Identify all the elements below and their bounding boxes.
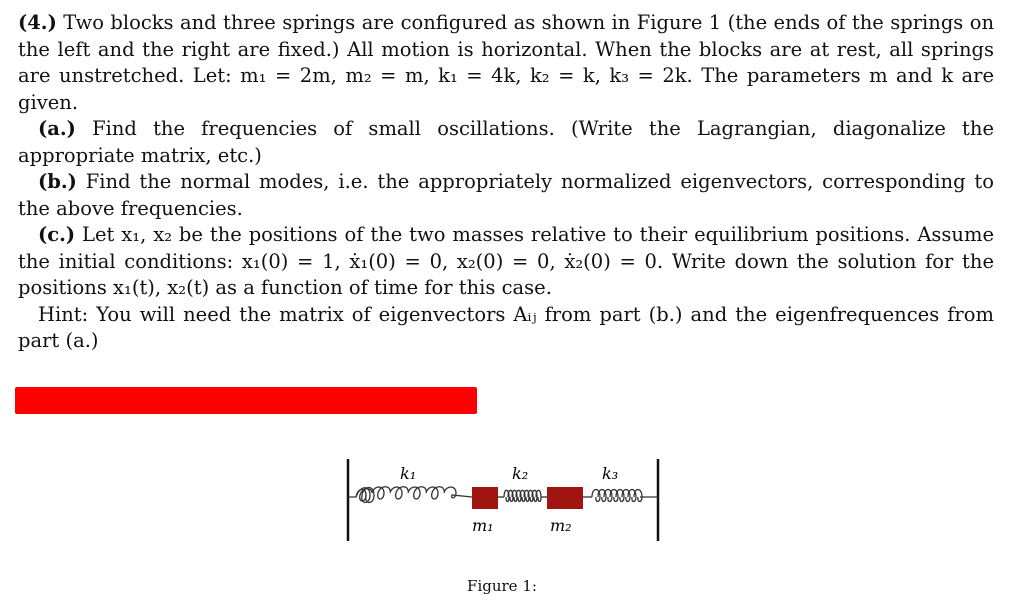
part-c-label: (c.) [38, 223, 76, 246]
label-m2: m₂ [550, 516, 572, 535]
part-b-label: (b.) [38, 170, 77, 193]
label-m1: m₁ [472, 516, 494, 535]
spring-k2-coils [498, 490, 547, 501]
figure-caption: Figure 1: [467, 577, 537, 595]
label-k2: k₂ [512, 464, 529, 483]
problem-intro-paragraph [18, 10, 994, 116]
hint-text: Hint: You will need the matrix of eigenvectors Aᵢⱼ from part (b.) and the eigenfrequences from part (a.) [18, 302, 994, 352]
label-k1: k₁ [400, 464, 417, 483]
spring-k3-coils [583, 490, 658, 502]
problem-number: (4.) [18, 11, 57, 34]
block-m2 [547, 487, 583, 509]
part-a-text: Find the frequencies of small oscillations. (Write the Lagrangian, diagonalize the appropriate matrix, etc.) [18, 117, 994, 167]
block-m1 [472, 487, 498, 509]
part-c-text: Let x₁, x₂ be the positions of the two masses relative to their equilibrium positions. Assume the initial conditions: x₁(0) = 1, ẋ₁(0) = 0, x₂(0) = 0, ẋ₂(0) = 0. Write down the solution for the positions x₁(t), x₂(t) as a function of time for this case. [18, 223, 994, 299]
part-a-paragraph [18, 116, 994, 169]
part-b-paragraph [18, 169, 994, 222]
problem-intro-text: Two blocks and three springs are configured as shown in Figure 1 (the ends of the springs on the left and the right are fixed.) All motion is horizontal. When the blocks are at rest, all springs are unstretched. Let: m₁ = 2m, m₂ = m, k₁ = 4k, k₂ = k, k₃ = 2k. The parameters m and k are given. [18, 11, 994, 114]
hint-paragraph [18, 302, 994, 355]
spring-mass-diagram [340, 455, 670, 555]
redaction-bar [15, 387, 477, 414]
problem-statement [18, 10, 994, 355]
part-c-paragraph [18, 222, 994, 302]
label-k3: k₃ [602, 464, 619, 483]
part-b-text: Find the normal modes, i.e. the appropriately normalized eigenvectors, corresponding to the above frequencies. [18, 170, 994, 220]
part-a-label: (a.) [38, 117, 76, 140]
spring-mass-figure [340, 455, 670, 555]
